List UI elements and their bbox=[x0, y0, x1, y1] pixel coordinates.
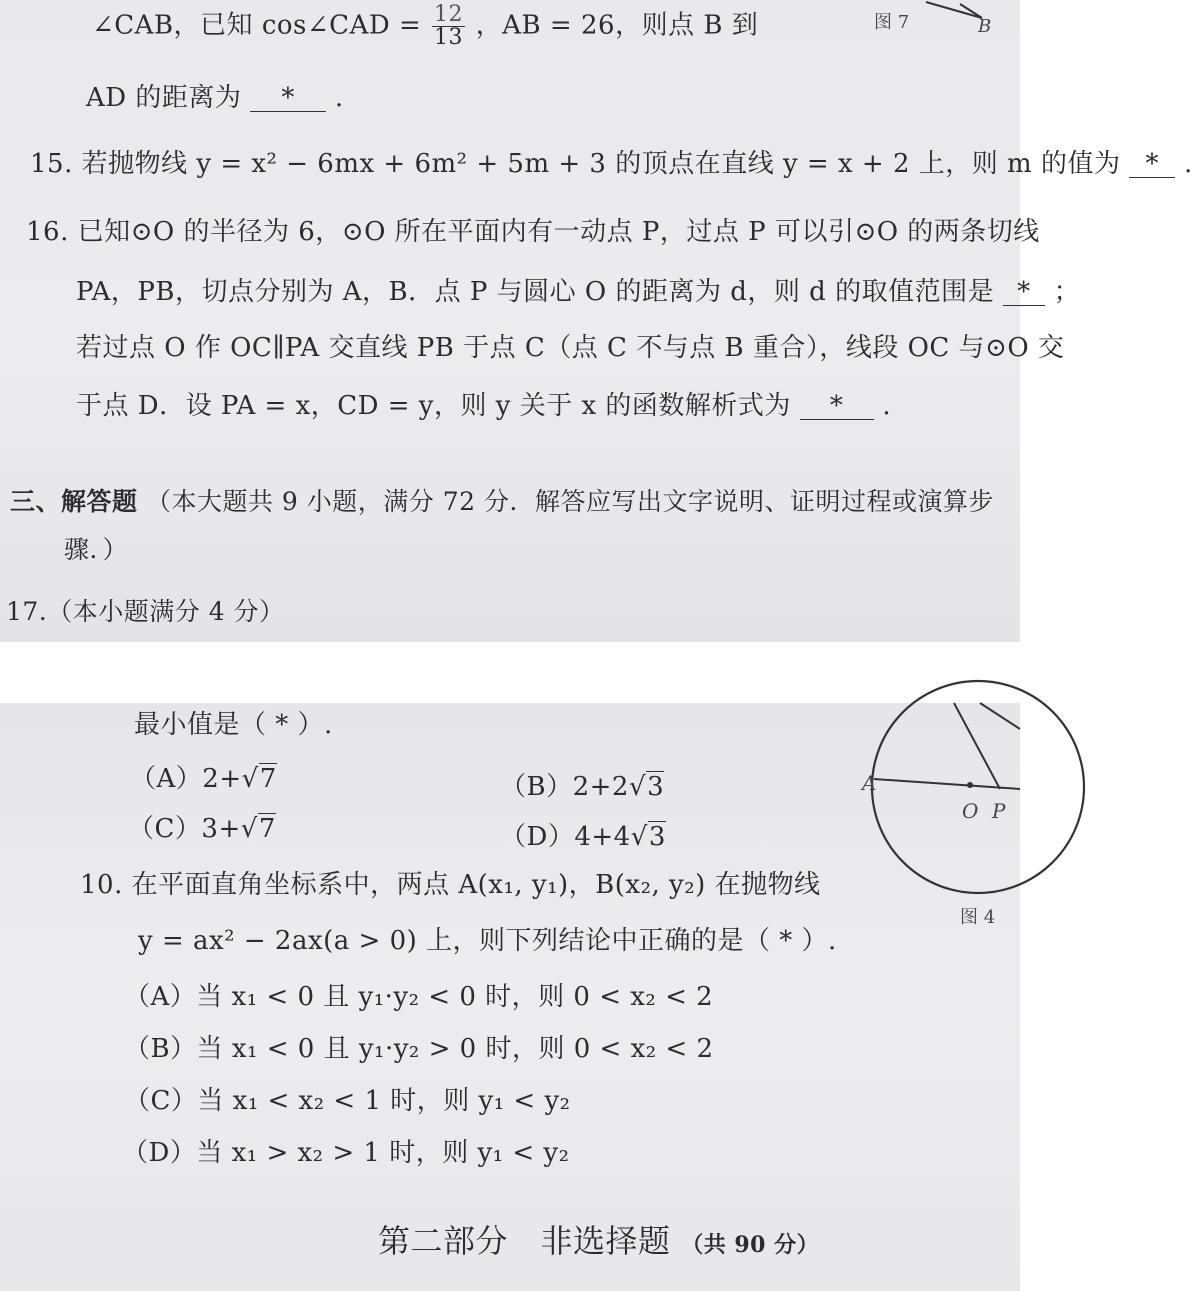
bottom-page-photo bbox=[0, 703, 1020, 1291]
option-label: （B） bbox=[500, 772, 573, 802]
question-number: 15. bbox=[30, 149, 73, 179]
option-b-prefix: 2+2 bbox=[572, 772, 629, 802]
question-number: 16. bbox=[26, 217, 69, 247]
question-16-line-3 bbox=[76, 332, 1064, 364]
q14-end: . bbox=[334, 83, 344, 113]
option-label: （A） bbox=[130, 764, 203, 794]
section-3-description-cont: 骤．） bbox=[64, 535, 129, 564]
question-10-choice-c: （C）当 x₁ < x₂ < 1 时，则 y₁ < y₂ bbox=[124, 1086, 571, 1116]
q14-line-suffix: ，AB = 26，则点 B 到 bbox=[475, 10, 759, 41]
question-10-choice-a: （A）当 x₁ < 0 且 y₁·y₂ < 0 时，则 0 < x₂ < 2 bbox=[124, 982, 714, 1012]
question-16-line-3-text: 若过点 O 作 OC∥PA 交直线 PB 于点 C（点 C 不与点 B 重合），线段 OC 与⊙O 交 bbox=[76, 333, 1065, 363]
question-16-line-1 bbox=[26, 216, 1040, 248]
question-16-line-2 bbox=[76, 276, 1080, 308]
q9-option-b: （B）2+2√3 bbox=[500, 772, 665, 802]
question-10-choice-b: （B）当 x₁ < 0 且 y₁·y₂ > 0 时，则 0 < x₂ < 2 bbox=[124, 1034, 714, 1064]
cos-fraction bbox=[432, 4, 465, 49]
q9-option-c: （C）3+√7 bbox=[128, 814, 276, 844]
fraction-numerator: 12 bbox=[434, 2, 464, 27]
answer-blank[interactable]: * bbox=[1129, 151, 1175, 178]
q9-option-d: （D）4+4√3 bbox=[500, 822, 666, 852]
option-d-prefix: 4+4 bbox=[574, 822, 631, 852]
q16-line-4-end: . bbox=[882, 391, 892, 421]
answer-blank[interactable]: * bbox=[250, 85, 326, 112]
section-3-description: （本大题共 9 小题，满分 72 分．解答应写出文字说明、证明过程或演算步 bbox=[145, 487, 994, 516]
q15-end: . bbox=[1184, 149, 1193, 179]
question-16-line-2-text: PA，PB，切点分别为 A，B．点 P 与圆心 O 的距离为 d，则 d 的取值范围是 bbox=[76, 277, 995, 307]
q9-option-a: （A）2+√7 bbox=[130, 764, 277, 794]
figure-7-point-b: B bbox=[978, 16, 992, 37]
question-10-choice-d: （D）当 x₁ > x₂ > 1 时，则 y₁ < y₂ bbox=[122, 1138, 570, 1168]
q14-line-prefix: ∠CAB，已知 cos∠CAD = bbox=[92, 10, 422, 41]
figure-4-point-a: A bbox=[862, 771, 877, 795]
question-10-line-2: y = ax² − 2ax(a > 0) 上，则下列结论中正确的是（ * ）. bbox=[138, 926, 837, 956]
section-3-title: 三、解答题 bbox=[10, 487, 138, 516]
question-number: 10. bbox=[80, 870, 123, 900]
option-c-radicand: 7 bbox=[258, 814, 276, 844]
q14-line-2 bbox=[86, 82, 344, 114]
answer-blank[interactable]: * bbox=[800, 393, 874, 420]
question-10-line-1 bbox=[80, 869, 821, 901]
q9-min-value-line: 最小值是（ * ）. bbox=[134, 710, 333, 740]
page-gap bbox=[0, 642, 1020, 703]
option-c-prefix: 3+ bbox=[201, 814, 241, 844]
q14-line-2-text: AD 的距离为 bbox=[86, 83, 242, 113]
option-label: （D） bbox=[500, 822, 575, 852]
part-2-heading bbox=[378, 1221, 819, 1265]
section-3-heading bbox=[10, 486, 994, 518]
figure-4-point-o: O bbox=[962, 799, 979, 823]
question-15-text: 若抛物线 y = x² − 6mx + 6m² + 5m + 3 的顶点在直线 y = x + 2 上，则 m 的值为 bbox=[81, 149, 1121, 179]
q14-partial-line bbox=[92, 4, 758, 49]
figure-7-label: 图 7 bbox=[874, 12, 910, 33]
option-label: （C） bbox=[128, 814, 202, 844]
question-16-line-4 bbox=[76, 390, 891, 422]
option-d-radicand: 3 bbox=[648, 822, 666, 852]
top-page-photo bbox=[0, 0, 1193, 642]
option-a-prefix: 2+ bbox=[202, 764, 242, 794]
question-17-heading: 17.（本小题满分 4 分） bbox=[6, 597, 285, 626]
question-10-line-1-text: 在平面直角坐标系中，两点 A(x₁, y₁)，B(x₂, y₂) 在抛物线 bbox=[131, 870, 821, 900]
fraction-denominator: 13 bbox=[434, 25, 464, 50]
part-2-note: （共 90 分） bbox=[681, 1232, 820, 1258]
option-b-radicand: 3 bbox=[647, 772, 665, 802]
q16-line-2-end: ； bbox=[1053, 277, 1081, 307]
part-2-title: 第二部分 非选择题 bbox=[378, 1222, 671, 1260]
figure-4-point-p: P bbox=[992, 799, 1006, 823]
question-15 bbox=[30, 148, 1193, 180]
figure-4-label: 图 4 bbox=[960, 907, 996, 928]
question-16-line-1-text: 已知⊙O 的半径为 6，⊙O 所在平面内有一动点 P，过点 P 可以引⊙O 的两条切线 bbox=[77, 217, 1040, 247]
question-16-line-4-text: 于点 D．设 PA = x，CD = y，则 y 关于 x 的函数解析式为 bbox=[76, 391, 791, 421]
option-a-radicand: 7 bbox=[259, 764, 277, 794]
answer-blank[interactable]: * bbox=[1003, 279, 1045, 306]
section-3-heading-cont bbox=[64, 534, 128, 566]
